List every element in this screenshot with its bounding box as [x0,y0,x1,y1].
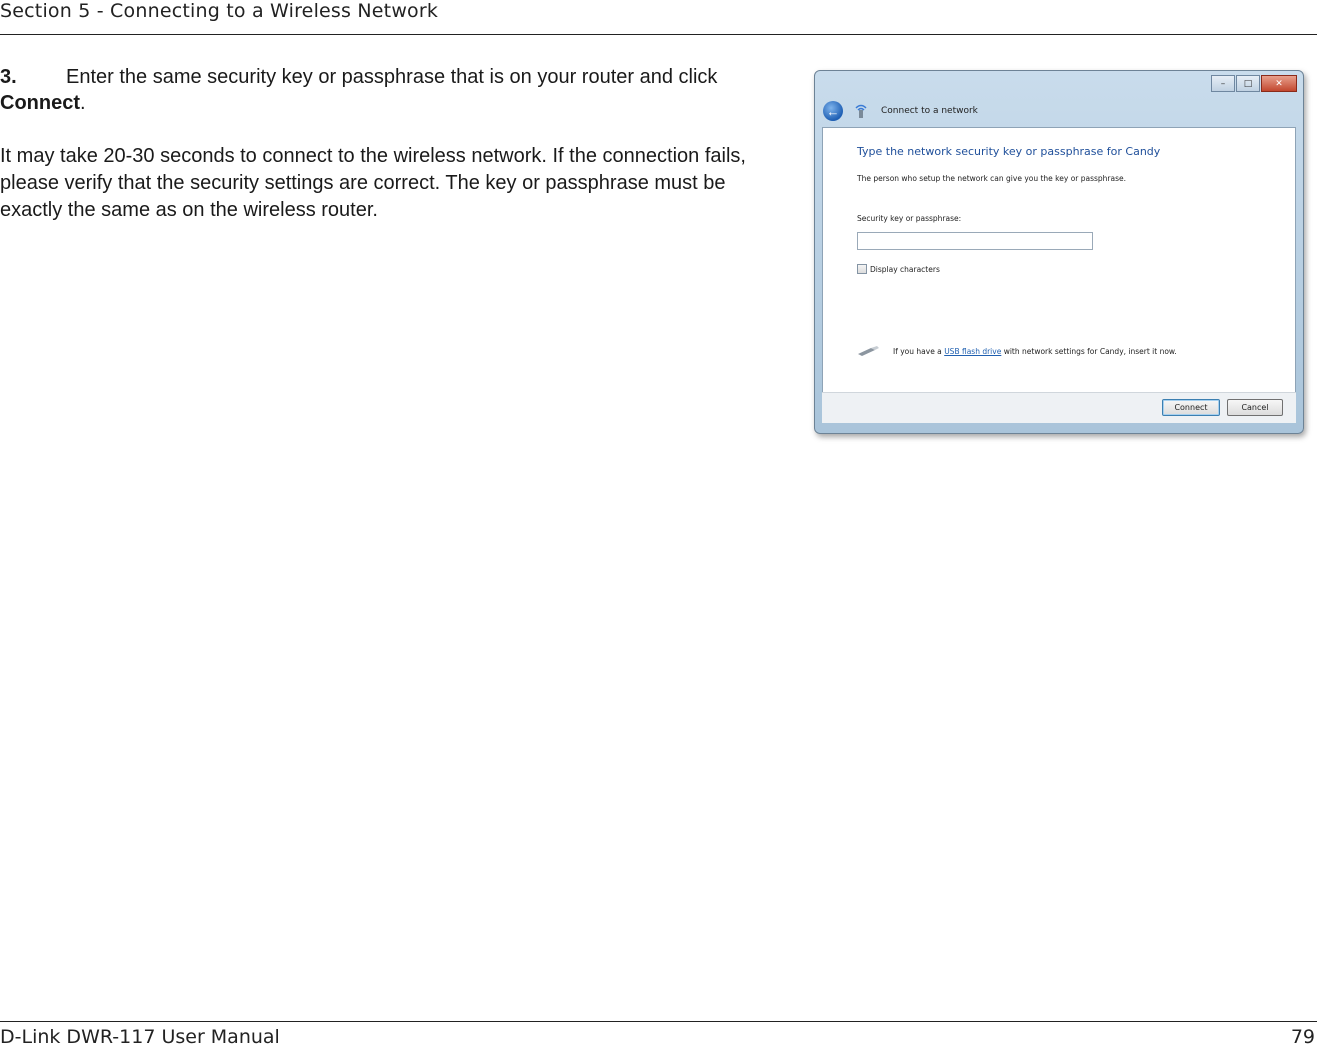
dialog-button-bar [822,392,1296,423]
step-period: . [80,92,86,114]
footer-rule [0,1021,1317,1022]
minimize-button[interactable]: – [1211,75,1235,92]
section-header: Section 5 - Connecting to a Wireless Network [0,0,439,22]
usb-hint-prefix: If you have a [893,346,942,356]
security-key-input[interactable] [857,232,1093,250]
back-arrow-icon[interactable]: ← [823,101,843,121]
usb-flash-drive-link[interactable]: USB flash drive [944,346,1002,356]
prompt-title: Type the network security key or passphrase for Candy [857,145,1161,158]
page-number: 79 [1290,1026,1315,1048]
dialog-content [822,127,1296,394]
display-characters-option[interactable] [857,264,940,274]
step-instruction [0,64,770,116]
cancel-button[interactable]: Cancel [1227,399,1283,416]
close-button[interactable]: ✕ [1261,75,1297,92]
connect-button[interactable]: Connect [1162,399,1220,416]
wireless-network-icon [853,103,869,119]
step-connect-term: Connect [0,92,80,114]
usb-hint-suffix: with network settings for Candy, insert it now. [1003,346,1177,356]
dialog-nav-title: Connect to a network [881,106,978,116]
display-characters-checkbox[interactable] [857,264,867,274]
prompt-description: The person who setup the network can give you the key or passphrase. [857,174,1127,183]
header-rule [0,34,1317,35]
usb-hint [857,346,1177,356]
body-paragraph: It may take 20-30 seconds to connect to the wireless network. If the connection fails, please verify that the security settings are correct. The key or passphrase must be exactly the same as on the wireless router. [0,145,746,221]
step-number: 3. [0,66,17,88]
connect-network-dialog [814,70,1304,434]
step-text: Enter the same security key or passphrase that is on your router and click [66,66,718,88]
security-key-label: Security key or passphrase: [857,214,962,223]
window-controls [1211,75,1297,92]
dialog-nav-bar [823,99,978,123]
manual-title: D-Link DWR-117 User Manual [0,1026,280,1048]
display-characters-label: Display characters [870,264,940,274]
maximize-button[interactable]: □ [1236,75,1260,92]
usb-drive-icon [857,346,879,356]
